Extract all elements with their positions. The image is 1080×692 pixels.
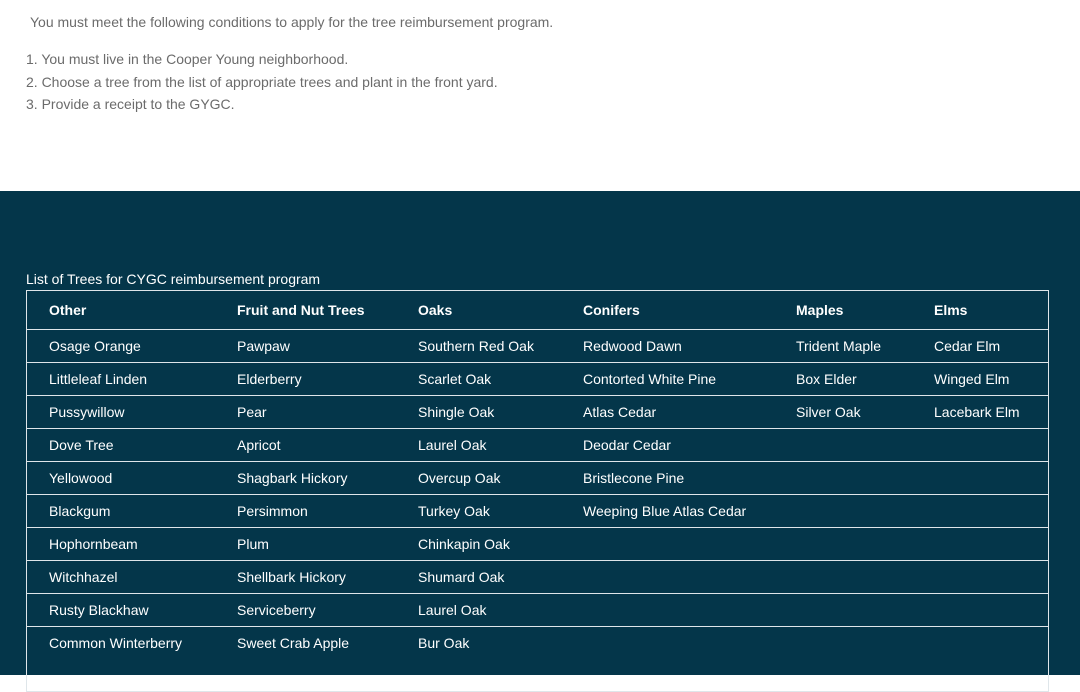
table-cell: Persimmon	[214, 495, 395, 528]
table-cell: Overcup Oak	[395, 462, 560, 495]
table-cell	[773, 495, 911, 528]
table-cell	[560, 528, 773, 561]
table-cell	[911, 429, 1049, 462]
table-cell	[773, 462, 911, 495]
table-cell: Contorted White Pine	[560, 363, 773, 396]
table-cell: Turkey Oak	[395, 495, 560, 528]
table-cell: Yellowood	[26, 462, 214, 495]
table-cell	[911, 561, 1049, 594]
table-cell	[773, 528, 911, 561]
table-header-row	[26, 290, 1049, 330]
table-row	[26, 528, 1049, 561]
table-cell: Shellbark Hickory	[214, 561, 395, 594]
table-cell: Rusty Blackhaw	[26, 594, 214, 627]
table-cell: Shingle Oak	[395, 396, 560, 429]
table-cell	[560, 561, 773, 594]
table-cell: Witchhazel	[26, 561, 214, 594]
table-row	[26, 396, 1049, 429]
tree-table	[26, 290, 1049, 659]
table-cell: Sweet Crab Apple	[214, 627, 395, 660]
table-cell	[911, 528, 1049, 561]
table-cell: Osage Orange	[26, 330, 214, 363]
condition-item: 3. Provide a receipt to the GYGC.	[26, 96, 235, 112]
header-other: Other	[49, 301, 87, 318]
table-cell: Laurel Oak	[395, 429, 560, 462]
table-cell: Pussywillow	[26, 396, 214, 429]
table-cell	[911, 627, 1049, 660]
table-cell: Bur Oak	[395, 627, 560, 660]
table-row	[26, 495, 1049, 528]
table-cell: Serviceberry	[214, 594, 395, 627]
table-cell: Apricot	[214, 429, 395, 462]
table-cell: Shumard Oak	[395, 561, 560, 594]
table-cell: Blackgum	[26, 495, 214, 528]
table-cell	[911, 495, 1049, 528]
table-cell: Shagbark Hickory	[214, 462, 395, 495]
intro-text: You must meet the following conditions to apply for the tree reimbursement program.	[30, 14, 554, 30]
table-row	[26, 594, 1049, 627]
header-conifers: Conifers	[583, 301, 640, 318]
table-cell: Redwood Dawn	[560, 330, 773, 363]
table-cell: Plum	[214, 528, 395, 561]
table-cell: Littleleaf Linden	[26, 363, 214, 396]
table-row	[26, 363, 1049, 396]
table-cell: Pear	[214, 396, 395, 429]
table-cell	[560, 594, 773, 627]
table-row	[26, 561, 1049, 594]
table-cell: Bristlecone Pine	[560, 462, 773, 495]
table-cell: Elderberry	[214, 363, 395, 396]
table-cell	[773, 627, 911, 660]
table-cell: Winged Elm	[911, 363, 1049, 396]
table-cell: Atlas Cedar	[560, 396, 773, 429]
header-maples: Maples	[796, 301, 844, 318]
table-row	[26, 330, 1049, 363]
table-cell: Box Elder	[773, 363, 911, 396]
table-cell: Common Winterberry	[26, 627, 214, 660]
table-cell: Chinkapin Oak	[395, 528, 560, 561]
conditions-list	[26, 50, 498, 118]
table-cell: Weeping Blue Atlas Cedar	[560, 495, 773, 528]
table-cell	[773, 429, 911, 462]
header-elms: Elms	[934, 301, 968, 318]
table-row	[26, 627, 1049, 660]
table-cell	[911, 594, 1049, 627]
table-cell: Cedar Elm	[911, 330, 1049, 363]
table-cell: Lacebark Elm	[911, 396, 1049, 429]
table-cell: Deodar Cedar	[560, 429, 773, 462]
condition-item: 2. Choose a tree from the list of appropriate trees and plant in the front yard.	[26, 73, 498, 90]
table-caption: List of Trees for CYGC reimbursement program	[26, 271, 321, 287]
table-cell: Hophornbeam	[26, 528, 214, 561]
table-cell	[773, 594, 911, 627]
table-cell	[773, 561, 911, 594]
table-cell: Scarlet Oak	[395, 363, 560, 396]
header-fruit-and-nut-trees: Fruit and Nut Trees	[237, 301, 365, 318]
table-cell: Laurel Oak	[395, 594, 560, 627]
table-cell	[560, 627, 773, 660]
table-row	[26, 429, 1049, 462]
table-cell: Pawpaw	[214, 330, 395, 363]
condition-item: 1. You must live in the Cooper Young neighborhood.	[26, 51, 349, 67]
table-cell: Silver Oak	[773, 396, 911, 429]
table-row	[26, 462, 1049, 495]
table-cell: Trident Maple	[773, 330, 911, 363]
tree-list-section	[0, 191, 1080, 675]
table-cell	[911, 462, 1049, 495]
table-cell: Dove Tree	[26, 429, 214, 462]
header-oaks: Oaks	[418, 301, 453, 318]
table-cell: Southern Red Oak	[395, 330, 560, 363]
conditions-section	[0, 0, 1080, 191]
